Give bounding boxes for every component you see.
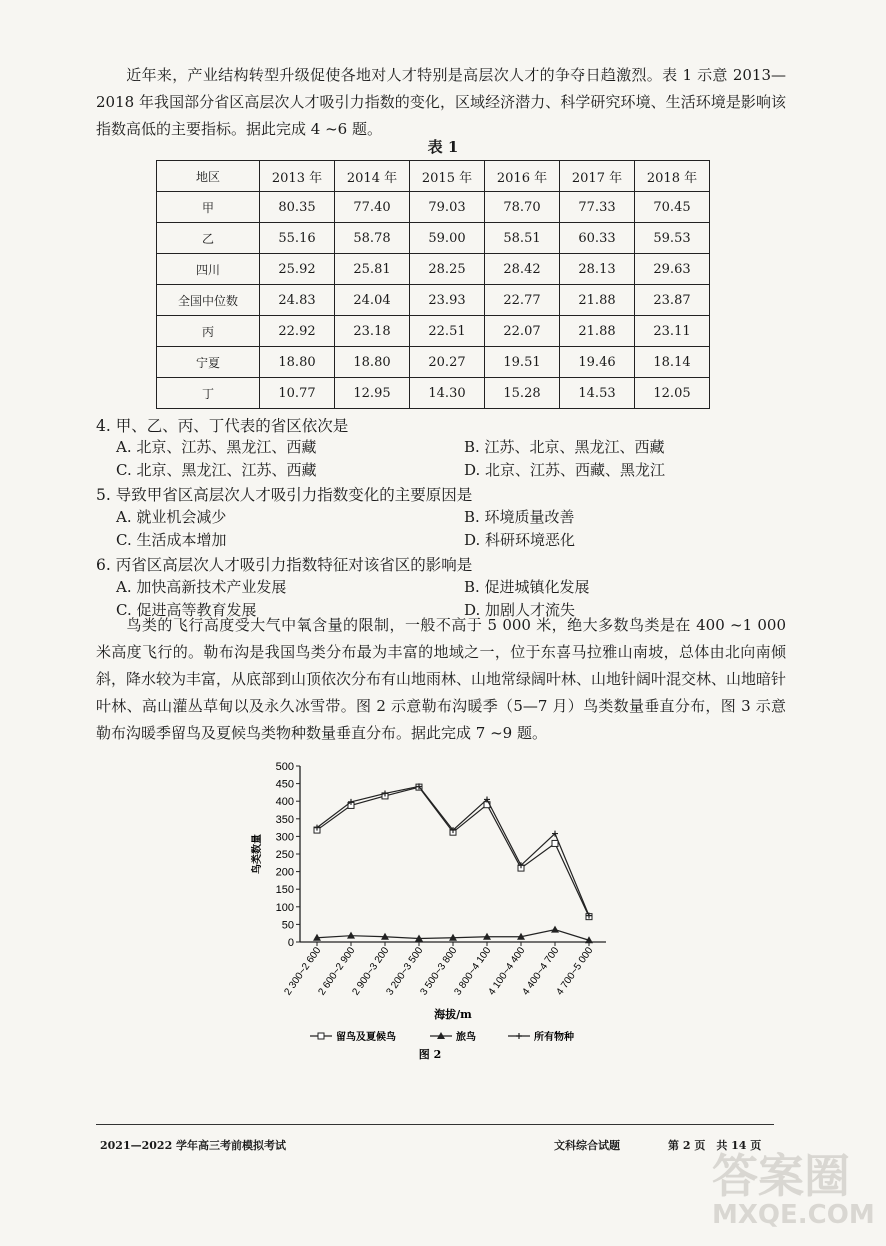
question-6-option-d[interactable]: D. 加剧人才流失: [464, 601, 576, 619]
table-header-cell: 2015 年: [410, 161, 485, 192]
table-value-cell: 25.92: [260, 254, 335, 285]
table-header-row: [157, 161, 710, 192]
table-value-cell: 29.63: [635, 254, 710, 285]
series-point: [552, 840, 558, 846]
table-row: [157, 316, 710, 347]
table-value-cell: 22.51: [410, 316, 485, 347]
table-value-cell: 18.80: [260, 347, 335, 378]
table-header-cell: 地区: [157, 161, 260, 192]
table-header-cell: 2014 年: [335, 161, 410, 192]
table-value-cell: 55.16: [260, 223, 335, 254]
table-value-cell: 25.81: [335, 254, 410, 285]
table-region-cell: 宁夏: [157, 347, 260, 378]
table-row: [157, 192, 710, 223]
table-header-cell: 2018 年: [635, 161, 710, 192]
table-row: [157, 285, 710, 316]
table-value-cell: 22.92: [260, 316, 335, 347]
table-value-cell: 23.93: [410, 285, 485, 316]
table-row: [157, 378, 710, 409]
table-region-cell: 乙: [157, 223, 260, 254]
footer-exam-title: 2021—2022 学年高三考前模拟考试: [100, 1139, 287, 1152]
question-6-option-c[interactable]: C. 促进高等教育发展: [116, 601, 257, 619]
chart-svg: [240, 760, 620, 1060]
x-tick-label: 2 900~3 200: [350, 945, 392, 998]
question-5-stem: 5. 导致甲省区高层次人才吸引力指数变化的主要原因是: [96, 486, 473, 504]
table-value-cell: 79.03: [410, 192, 485, 223]
table-value-cell: 23.87: [635, 285, 710, 316]
footer-subject: 文科综合试题: [554, 1139, 620, 1152]
table-value-cell: 78.70: [485, 192, 560, 223]
table-value-cell: 77.40: [335, 192, 410, 223]
table-value-cell: 18.14: [635, 347, 710, 378]
table-value-cell: 22.77: [485, 285, 560, 316]
y-tick-label: 500: [275, 761, 294, 773]
legend-swatch-marker: [516, 1033, 522, 1039]
figure-caption: 图 2: [418, 1048, 442, 1060]
table-region-cell: 甲: [157, 192, 260, 223]
legend-label: 所有物种: [534, 1032, 574, 1043]
table-value-cell: 12.95: [335, 378, 410, 409]
y-tick-label: 150: [275, 884, 294, 897]
question-4-stem: 4. 甲、乙、丙、丁代表的省区依次是: [96, 417, 349, 435]
watermark-logo: 答案圈: [712, 1149, 850, 1203]
question-4-option-b[interactable]: B. 江苏、北京、黑龙江、西藏: [464, 438, 665, 456]
x-tick-label: 2 300~2 600: [282, 945, 324, 998]
intro-paragraph-1: [96, 62, 786, 143]
legend-label: 旅鸟: [456, 1032, 476, 1043]
table-value-cell: 80.35: [260, 192, 335, 223]
table-value-cell: 21.88: [560, 285, 635, 316]
footer-page-number: 第 2 页 共 14 页: [668, 1139, 762, 1152]
table-value-cell: 24.83: [260, 285, 335, 316]
question-5-option-b[interactable]: B. 环境质量改善: [464, 508, 575, 526]
x-tick-label: 3 200~3 500: [384, 945, 426, 998]
question-4-option-c[interactable]: C. 北京、黑龙江、江苏、西藏: [116, 461, 317, 479]
table-value-cell: 12.05: [635, 378, 710, 409]
table-value-cell: 14.30: [410, 378, 485, 409]
table-value-cell: 28.25: [410, 254, 485, 285]
table-value-cell: 18.80: [335, 347, 410, 378]
table-value-cell: 19.51: [485, 347, 560, 378]
y-tick-label: 200: [275, 866, 294, 879]
table-value-cell: 20.27: [410, 347, 485, 378]
table-value-cell: 28.13: [560, 254, 635, 285]
table-header-cell: 2013 年: [260, 161, 335, 192]
table-value-cell: 10.77: [260, 378, 335, 409]
intro-paragraph-2: [96, 612, 786, 747]
bird-count-chart: [240, 760, 620, 1060]
y-tick-label: 0: [287, 937, 294, 949]
question-6-option-b[interactable]: B. 促进城镇化发展: [464, 578, 590, 596]
table-value-cell: 23.11: [635, 316, 710, 347]
table-header-cell: 2016 年: [485, 161, 560, 192]
table-row: [157, 254, 710, 285]
table-value-cell: 60.33: [560, 223, 635, 254]
table-value-cell: 22.07: [485, 316, 560, 347]
series-line-2: [317, 786, 589, 915]
y-tick-label: 350: [275, 813, 294, 826]
y-tick-label: 100: [275, 901, 294, 914]
question-5-option-d[interactable]: D. 科研环境恶化: [464, 531, 576, 549]
question-5-option-c[interactable]: C. 生活成本增加: [116, 531, 227, 549]
table-header-cell: 2017 年: [560, 161, 635, 192]
table-region-cell: 丙: [157, 316, 260, 347]
x-tick-label: 3 800~4 100: [452, 945, 494, 998]
y-tick-label: 50: [281, 919, 294, 932]
table-region-cell: 丁: [157, 378, 260, 409]
footer-divider: [96, 1124, 774, 1125]
question-4-option-d[interactable]: D. 北京、江苏、西藏、黑龙江: [464, 461, 666, 479]
table-row: [157, 347, 710, 378]
x-axis-title: 海拔/m: [434, 1008, 472, 1021]
table-value-cell: 58.51: [485, 223, 560, 254]
y-axis-title: 鸟类数量: [252, 834, 263, 874]
table-value-cell: 19.46: [560, 347, 635, 378]
y-tick-label: 400: [275, 796, 294, 809]
table-value-cell: 15.28: [485, 378, 560, 409]
table-region-cell: 四川: [157, 254, 260, 285]
table-value-cell: 21.88: [560, 316, 635, 347]
table-region-cell: 全国中位数: [157, 285, 260, 316]
x-tick-label: 2 600~2 900: [316, 945, 358, 998]
table-value-cell: 23.18: [335, 316, 410, 347]
table-value-cell: 77.33: [560, 192, 635, 223]
question-6-stem: 6. 丙省区高层次人才吸引力指数特征对该省区的影响是: [96, 556, 473, 574]
x-tick-label: 3 500~3 800: [418, 945, 460, 998]
question-4-option-a[interactable]: A. 北京、江苏、黑龙江、西藏: [116, 438, 317, 456]
table-value-cell: 14.53: [560, 378, 635, 409]
y-tick-label: 250: [275, 849, 294, 861]
intro-text-2: 鸟类的飞行高度受大气中氧含量的限制，一般不高于 5 000 米，绝大多数鸟类是在 400 ~1 000 米高度飞行的。勒布沟是我国鸟类分布最为丰富的地域之一，位于东喜马拉雅山南坡，总体由北向南倾斜，降水较为丰富，从底部到山顶依次分布有山地雨林、山地常绿阔叶林、山地针阔叶混交林、山地暗针叶林、高山灌丛草甸以及永久冰雪带。图 2 示意勒布沟暖季（5—7 月）鸟类数量垂直分布，图 3 示意勒布沟暖季留鸟及夏候鸟类物种数量垂直分布。据此完成 7 ~9 题。: [96, 616, 787, 742]
table-row: [157, 223, 710, 254]
x-tick-label: 4 400~4 700: [520, 945, 562, 998]
table-title: 表 1: [427, 138, 459, 156]
table-value-cell: 70.45: [635, 192, 710, 223]
table-value-cell: 59.53: [635, 223, 710, 254]
watermark-url: MXQE.COM: [712, 1200, 875, 1230]
y-tick-label: 450: [275, 778, 294, 791]
legend-label: 留鸟及夏候鸟: [336, 1032, 396, 1043]
series-line-0: [317, 787, 589, 917]
question-5-option-a[interactable]: A. 就业机会减少: [116, 508, 227, 526]
series-point: [551, 926, 559, 933]
question-6-option-a[interactable]: A. 加快高新技术产业发展: [116, 578, 287, 596]
table-value-cell: 28.42: [485, 254, 560, 285]
legend-swatch-marker: [318, 1033, 324, 1039]
table-value-cell: 58.78: [335, 223, 410, 254]
intro-text-1: 近年来，产业结构转型升级促使各地对人才特别是高层次人才的争夺日趋激烈。表 1 示意 2013—2018 年我国部分省区高层次人才吸引力指数的变化，区域经济潜力、科学研究环境、生活环境是影响该指数高低的主要指标。据此完成 4 ~6 题。: [96, 66, 786, 138]
table-value-cell: 24.04: [335, 285, 410, 316]
x-tick-label: 4 100~4 400: [486, 945, 528, 998]
y-tick-label: 300: [275, 831, 294, 844]
data-table: [156, 160, 710, 409]
x-tick-label: 4 700~5 000: [554, 945, 596, 998]
table-value-cell: 59.00: [410, 223, 485, 254]
